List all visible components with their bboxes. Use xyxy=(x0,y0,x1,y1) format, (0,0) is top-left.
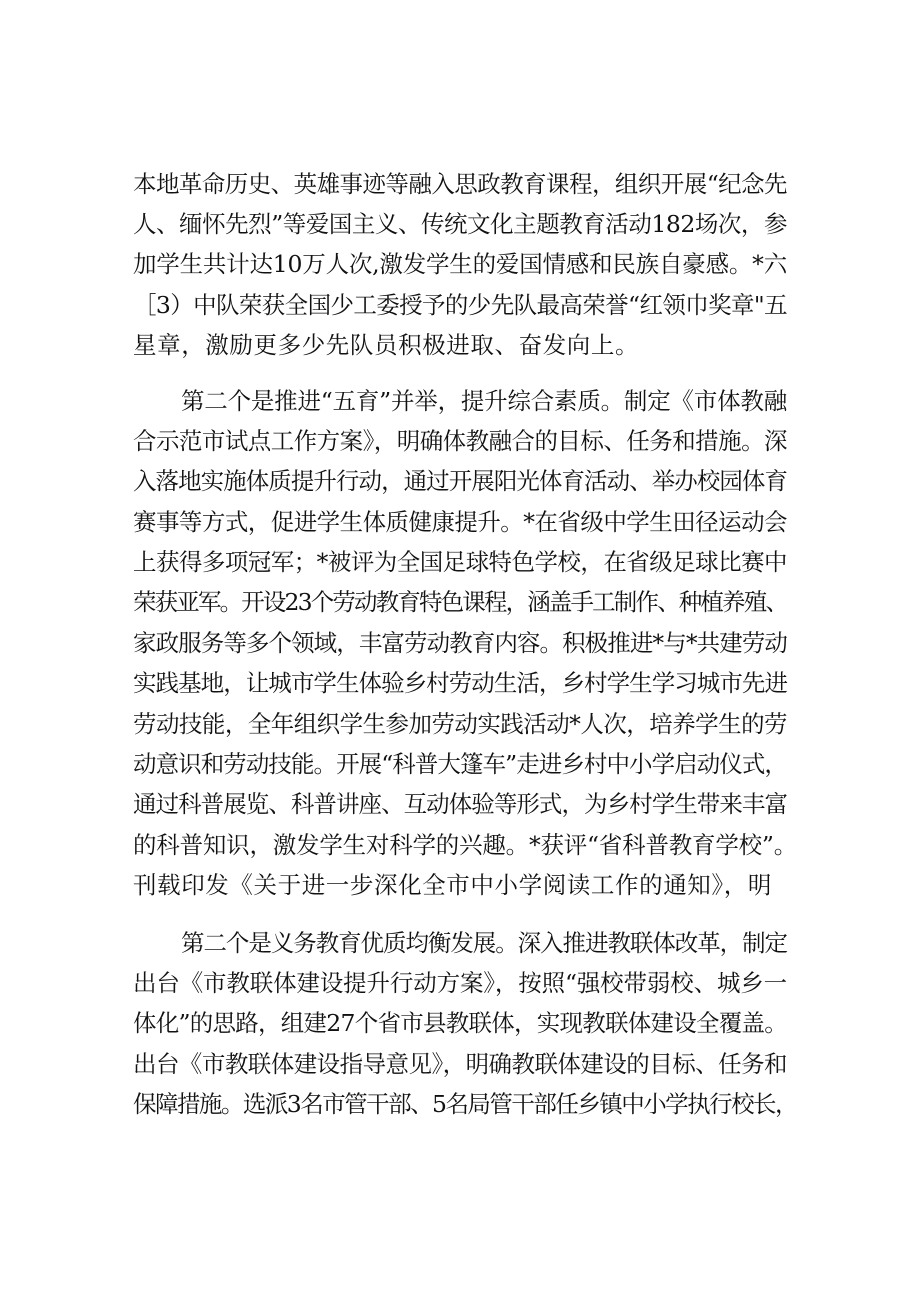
text-line: 合示范市试点工作方案》，明确体教融合的目标、任务和措施。深 xyxy=(133,427,787,455)
text-line: 入落地实施体质提升行动，通过开展阳光体育活动、举办校园体育 xyxy=(133,467,787,495)
text-line: 动意识和劳动技能。开展“科普大篷车”走进乡村中小学启动仪式， xyxy=(133,750,787,778)
text-line: 家政服务等多个领域，丰富劳动教育内容。积极推进*与*共建劳动 xyxy=(133,629,787,657)
text-line: 人、缅怀先烈”等爱国主义、传统文化主题教育活动182场次，参 xyxy=(133,210,787,238)
text-line: 加学生共计达10万人次,激发学生的爱国情感和民族自豪感。*六 xyxy=(133,250,787,278)
text-line: 荣获亚军。开设23个劳动教育特色课程，涵盖手工制作、种植养殖、 xyxy=(133,588,787,616)
text-line: 体化”的思路，组建27个省市县教联体，实现教联体建设全覆盖。 xyxy=(133,1009,787,1037)
text-line: 劳动技能，全年组织学生参加劳动实践活动*人次，培养学生的劳 xyxy=(133,710,787,738)
text-line: 刊载印发《关于进一步深化全市中小学阅读工作的通知》，明 xyxy=(133,871,772,899)
text-line: 出台《市教联体建设提升行动方案》，按照“强校带弱校、城乡一 xyxy=(133,969,787,997)
text-line: 保障措施。选派3名市管干部、5名局管干部任乡镇中小学执行校长， xyxy=(133,1090,797,1118)
text-line: 的科普知识，激发学生对科学的兴趣。*获评“省科普教育学校”。 xyxy=(133,831,797,859)
paragraph-first-line: 第二个是义务教育优质均衡发展。深入推进教联体改革，制定 xyxy=(181,929,787,957)
text-line: 出台《市教联体建设指导意见》，明确教联体建设的目标、任务和 xyxy=(133,1050,787,1078)
text-line: 星章，激励更多少先队员积极进取、奋发向上。 xyxy=(133,331,640,359)
text-line: ［3）中队荣获全国少工委授予的少先队最高荣誉“红领巾奖章"五 xyxy=(133,291,787,319)
text-line: 实践基地，让城市学生体验乡村劳动生活，乡村学生学习城市先进 xyxy=(133,669,787,697)
text-line: 上获得多项冠军；*被评为全国足球特色学校，在省级足球比赛中 xyxy=(133,548,787,576)
text-line: 赛事等方式，促进学生体质健康提升。*在省级中学生田径运动会 xyxy=(133,508,787,536)
paragraph-first-line: 第二个是推进“五育”并举，提升综合素质。制定《市体教融 xyxy=(181,387,787,415)
text-line: 本地革命历史、英雄事迹等融入思政教育课程，组织开展“纪念先 xyxy=(133,170,787,198)
text-line: 通过科普展览、科普讲座、互动体验等形式，为乡村学生带来丰富 xyxy=(133,790,787,818)
